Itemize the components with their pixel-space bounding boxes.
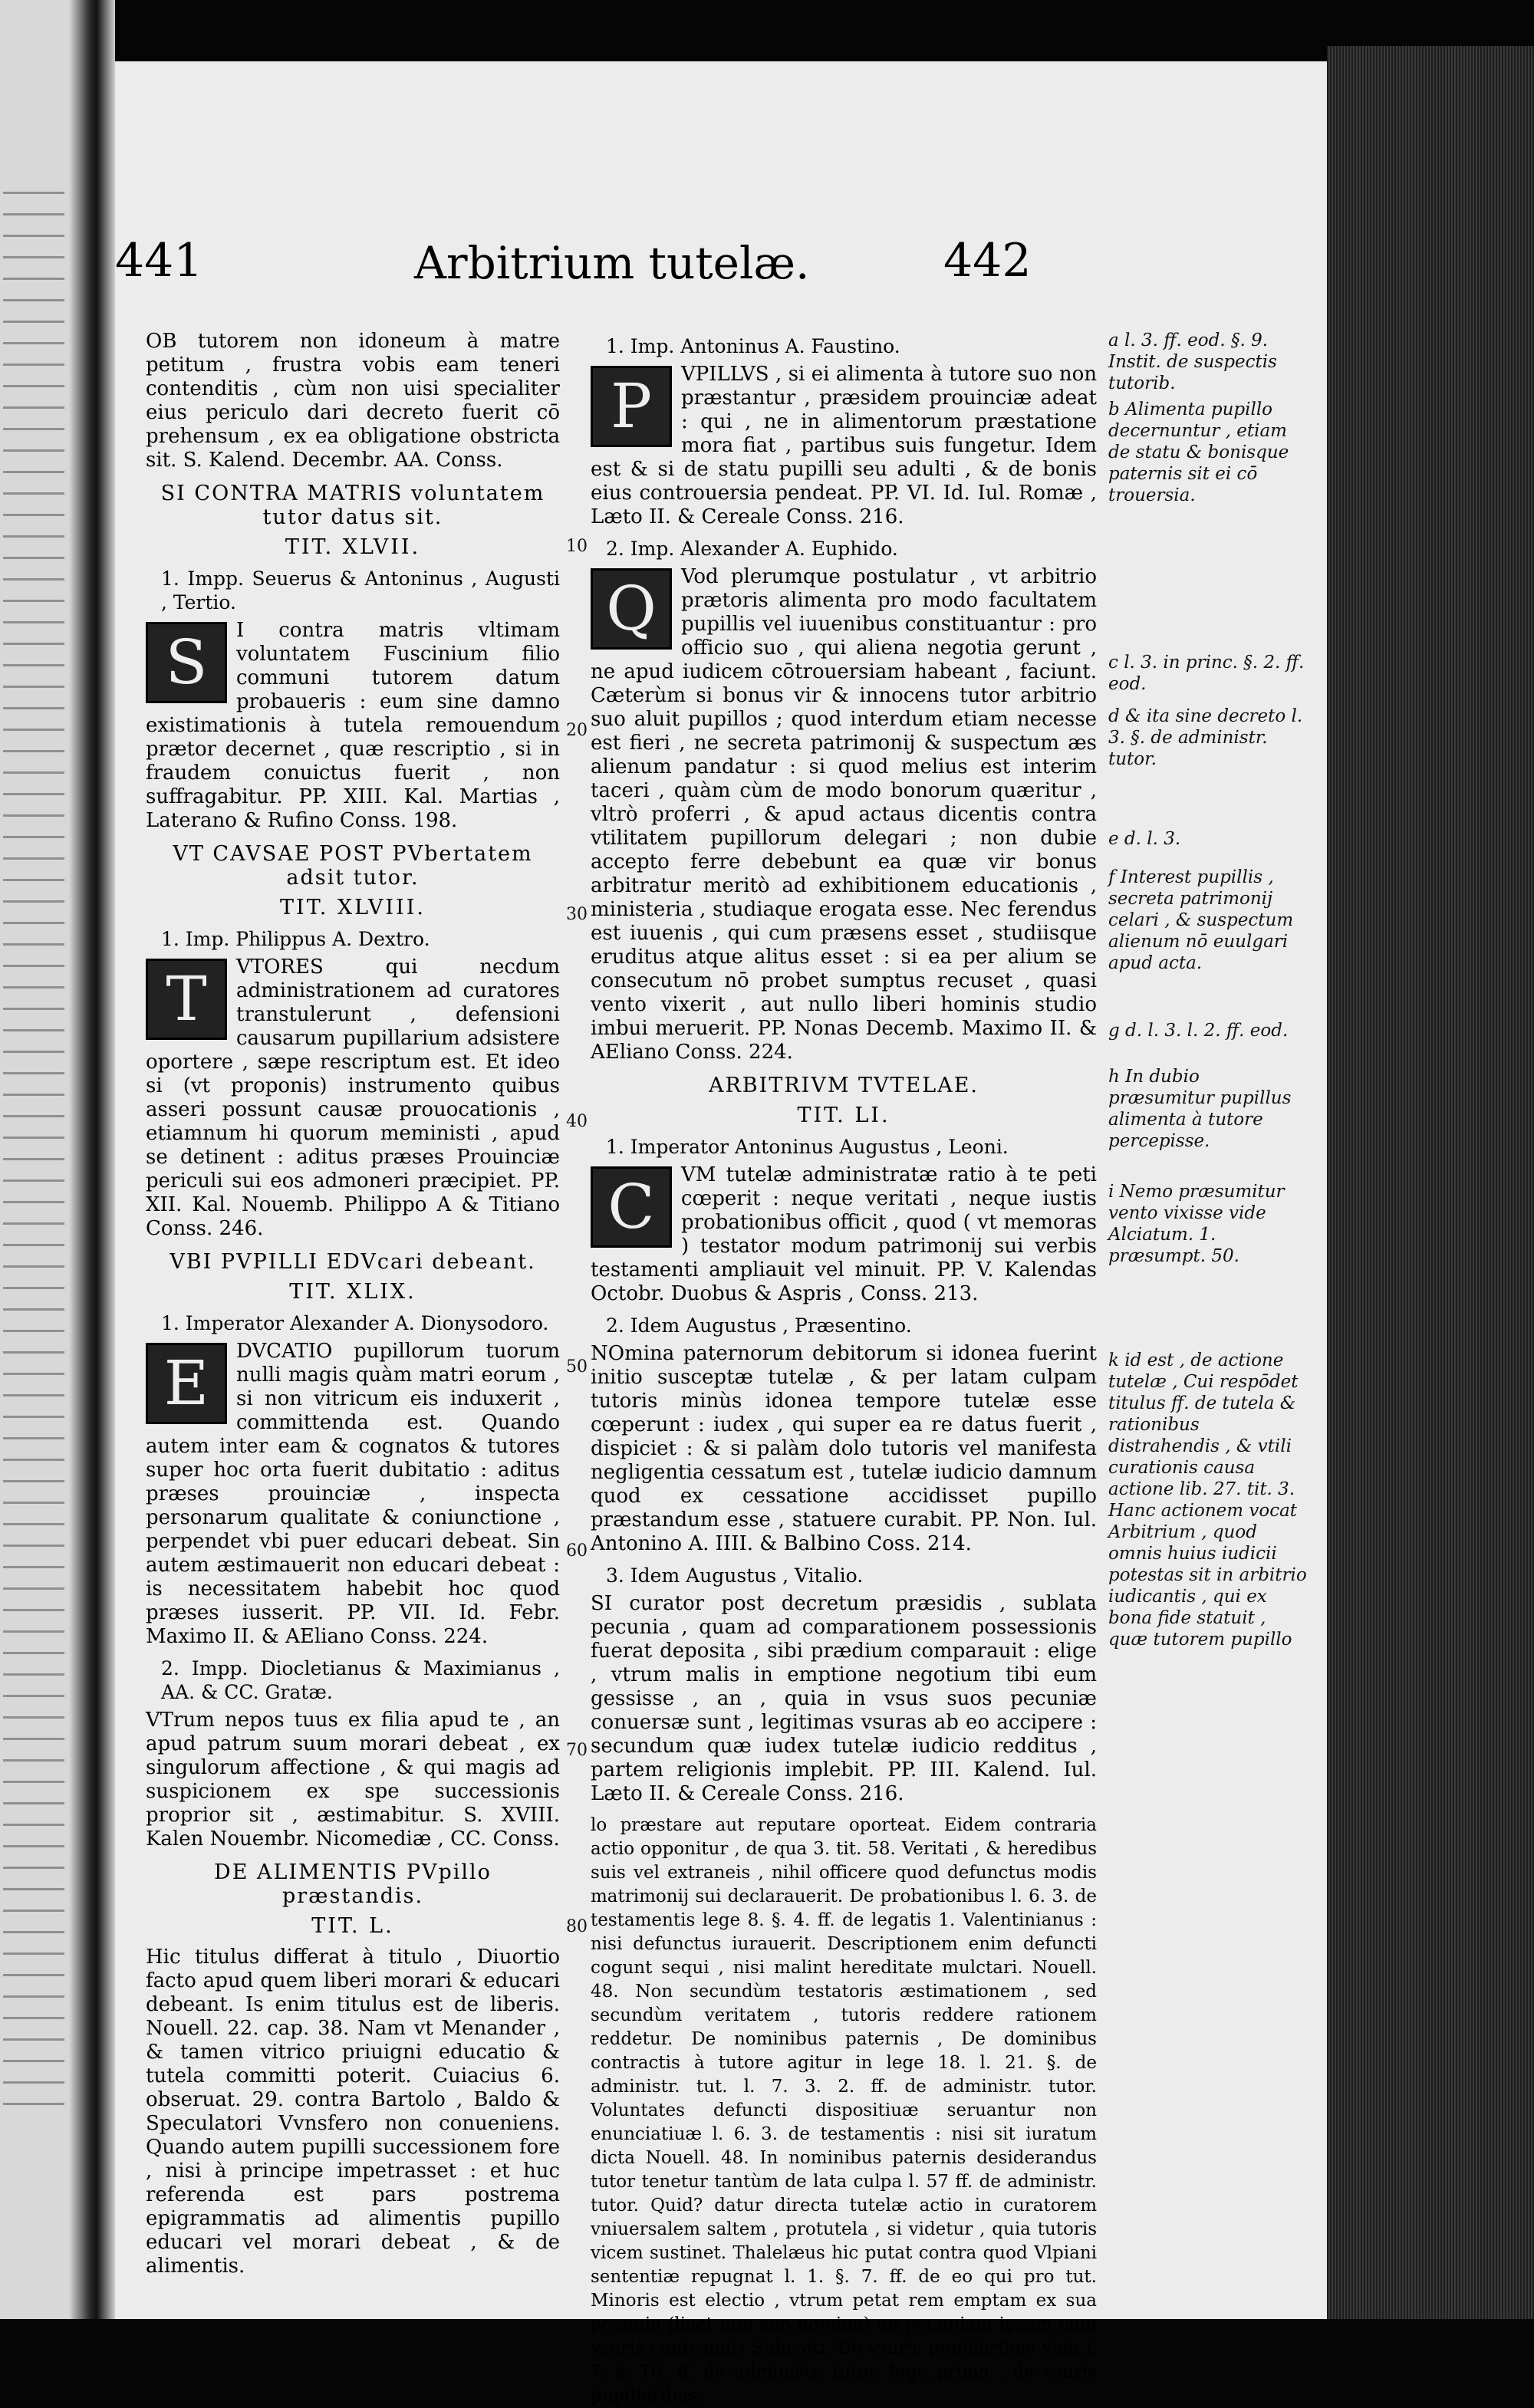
margin-note: c l. 3. in princ. §. 2. ff. eod.: [1108, 653, 1305, 694]
text: 1. Impp. Seuerus & Antoninus , Augusti , Tertio.: [161, 567, 560, 614]
margin-note: i Nemo præsumitur vento vixisse vide Alciatum. 1. præsumpt. 50.: [1108, 1182, 1285, 1266]
rescript-heading: [161, 927, 560, 951]
left-page-number: 441: [115, 234, 203, 288]
line-number: 60: [566, 1541, 588, 1561]
text: 1. Imperator Alexander A. Dionysodoro.: [161, 1312, 549, 1334]
law-paragraph: [146, 1709, 560, 1851]
law-paragraph: [146, 1946, 560, 2278]
law-paragraph: [146, 956, 560, 1241]
left-page-text: [3, 192, 64, 2109]
law-paragraph: [146, 619, 560, 833]
section-rubric: [591, 1074, 1097, 1097]
text: VPILLVS , si ei alimenta à tutore suo non præstantur , præsidem prouinciæ adeat : qui , ne in alimentorum præstatione mora fiat , partibus suis fungetur. Idem est & si de statu pupilli seu adulti , & de bonis eius controuersia pendeat. PP. VI. Id. Iul. Romæ , Læto II. & Cereale Conss. 216.: [591, 363, 1097, 528]
law-paragraph: [146, 1340, 560, 1649]
text: 3. Idem Augustus , Vitalio.: [606, 1564, 864, 1587]
book-gutter: [69, 0, 115, 2319]
text: VTrum nepos tuus ex filia apud te , an apud patrum suum morari debeat , ex singulorum affectione , & qui magis ad suspicionem ex spe successionis proprior sit , æstimabitur. S. XVIII. Kalen Nouembr. Nicomediæ , CC. Conss.: [146, 1709, 560, 1850]
drop-cap-initial: E: [146, 1343, 227, 1424]
line-number: 20: [566, 721, 588, 740]
text: TIT. LI.: [797, 1104, 890, 1127]
text: DVCATIO pupillorum tuorum nulli magis quàm matri eorum , si non vitricum eis induxerit , committenda est. Quando autem inter eam & cognatos & tutores super hoc orta fuerit dubitatio : aditus præses prouinciæ , inspecta personarum qualitate & coniunctione , perpendet vbi puer educari debeat. Sin autem æstimauerit non educari debeat : is necessitatem habebit hoc quod præses iusserit. PP. VII. Id. Febr. Maximo II. & AEliano Conss. 224.: [146, 1340, 560, 1648]
page: [115, 61, 1327, 2406]
text: TIT. L.: [311, 1914, 394, 1938]
commentary-text: [591, 1814, 1097, 2408]
title-number: [146, 1280, 560, 1304]
margin-note: h In dubio præsumitur pupillus alimenta à tutore percepisse.: [1108, 1067, 1292, 1151]
title-number: [146, 1914, 560, 1938]
rescript-heading: [606, 1135, 1097, 1159]
text: 2. Imp. Alexander A. Euphido.: [606, 538, 898, 560]
law-paragraph: [591, 1592, 1097, 1806]
margin-note: d & ita sine decreto l. 3. §. de administr. tutor.: [1108, 706, 1303, 769]
drop-cap-initial: S: [146, 622, 227, 703]
running-title: Arbitrium tutelæ.: [414, 237, 810, 289]
text: TIT. XLIX.: [289, 1280, 416, 1304]
title-number: [146, 896, 560, 919]
text: VTORES qui necdum administrationem ad curatores transtulerunt , defensioni causarum pupillarium adsistere oportere , sæpe rescriptum est. Et ideo si (vt proponis) instrumento quibus asseri possunt causæ prouocationis , etiamnum hi quorum meministi , apud se detinent : aditus præses Prouinciæ periculi sui eos admoneri præcipiet. PP. XII. Kal. Nouemb. Philippo A & Titiano Conss. 246.: [146, 956, 560, 1240]
text: 1. Imperator Antoninus Augustus , Leoni.: [606, 1136, 1009, 1158]
margin-note: f Interest pupillis , secreta patrimonij celari , & suspectum alienum nō euulgari apud acta.: [1108, 867, 1294, 973]
margin-note: k id est , de actione tutelæ , Cui respōdet titulus ff. de tutela & rationibus distrahendis , & vtili curationis causa actione lib. 27. tit. 3. Hanc actionem vocat Arbitrium , quod omnis huius iudicii potestas sit in arbitrio iudicantis , qui ex bona fide statuit , quæ tutorem pupillo: [1108, 1350, 1307, 1650]
section-rubric: [146, 482, 560, 529]
rescript-heading: [606, 1564, 1097, 1587]
title-number: [591, 1104, 1097, 1127]
text: VBI PVPILLI EDVcari debeant.: [170, 1250, 536, 1274]
text: SI curator post decretum præsidis , sublata pecunia , quam ad comparationem possessionis fuerat deposita , sibi prædium comparauit : elige , vtrum malis in emptione negotium tibi eum gessisse , an , quia in vsus suos pecuniæ conuersæ sunt , legitimas vsuras ab eo accipere : secundum quæ iudex tutelæ iudicio redditus , partem religionis implebit. PP. III. Kalend. Iul. Læto II. & Cereale Conss. 216.: [591, 1592, 1097, 1805]
section-rubric: [146, 1860, 560, 1908]
text: DE ALIMENTIS PVpillo præstandis.: [214, 1860, 492, 1908]
right-column: [591, 330, 1097, 2406]
text: OB tutorem non idoneum à matre petitum , frustra vobis eam teneri contenditis , cùm non uisi specialiter eius periculo dari decreto fuerit cō prehensum , ex ea obligatione obstricta sit. S. Kalend. Decembr. AA. Conss.: [146, 330, 560, 472]
line-number: 40: [566, 1112, 588, 1131]
left-page-edge: [0, 0, 69, 2319]
law-paragraph: [591, 363, 1097, 529]
drop-cap-initial: Q: [591, 568, 672, 650]
drop-cap-initial: T: [146, 959, 227, 1040]
text: Vod plerumque postulatur , vt arbitrio prætoris alimenta pro modo facultatem pupillis vel iuuenibus constituantur : pro officio suo , qui aliena negotia gerunt , ne apud iudicem cōtrouersiam habeant , faciunt. Cæterùm si bonus vir & innocens tutor arbitrio suo aluit pupillos ; quod interdum etiam necesse est fieri , ne secreta patrimonij & suspectum æs alienum pandatur : si quod melius est interim taceri , quàm cùm de modo bonorum quæritur , vltrò proferri , & apud actaus dicentis contra vtilitatem pupillorum delegari ; non dubie accepto ferre debebunt ea quæ vir bonus arbitratur meritò ad exhibitionem educationis , ministeria , studiaque erogata esse. Nec ferendus est iuuenis , qui cum præsens esset , studiisque eruditus atque alitus esset : si ea per alium se consecutum nō probet sumptus recuset , quasi vento vixerit , aut nullo liberi hominis studio imbui meruerit. PP. Nonas Decemb. Maximo II. & AEliano Conss. 224.: [591, 565, 1097, 1064]
section-rubric: [146, 842, 560, 890]
line-number: 10: [566, 537, 588, 556]
title-number: [146, 535, 560, 559]
text: lo præstare aut reputare oporteat. Eidem contraria actio opponitur , de qua 3. tit. 58. Veritati , & heredibus suis vel extraneis , nihil officere quod defunctus modis matrimonij sui declarauerit. De probationibus l. 6. 3. de testamentis lege 8. §. 4. ff. de legatis 1. Valentinianus : nisi defunctus iurauerit. Descriptionem enim defuncti cogunt sequi , nisi malint hereditate mulctari. Nouell. 48. Non secundùm testatoris æstimationem , sed secundùm veritatem , tutoris reddere rationem reddetur. De nominibus paternis , De dominibus contractis à tutore agitur in lege 18. l. 21. §. de administr. tut. l. 7. 3. 2. ff. de administr. tutor. Voluntates defuncti dispositiuæ seruantur non enunciatiuæ l. 6. 3. de testamentis : nisi sit iuratum dicta Nouell. 48. In nominibus paternis desiderandus tutor tenetur tantùm de lata culpa l. 57 ff. de administr. tutor. Quid? datur directa tutelæ actio in curatorem vniuersalem saltem , protutela , si videtur , quia tutoris vicem sustinet. Thalelæus hic putat contra quod Vlpiani sententiæ repugnat l. 1. §. 7. ff. de eo qui pro tut. Minoris est electio , vtrum petat rem emptam ex sua pecunia (licet non suo nomine) an pecuniam ipsam cum vsuris centesimis Saluyeti. De vsuris pupillaribus vide l. 7. §. 10. ff. de administr. tutor. lege prima , de vsuris pupillaribus.: [591, 1815, 1097, 2406]
right-page-number: 442: [943, 234, 1032, 288]
rescript-heading: [161, 567, 560, 614]
margin-note: b Alimenta pupillo decernuntur , etiam de statu & bonisque paternis sit ei cō trouersia.: [1108, 400, 1289, 505]
text: NOmina paternorum debitorum si idonea fuerint initio susceptæ tutelæ , & per latam culpam tutoris minùs idonea tempore tutelæ esse cœperunt : iudex , qui super ea re datus fuerit , dispiciet : & si palàm dolo tutoris vel manifesta negligentia cessatum est , tutelæ iudicio damnum quod ex cessatione accidisset pupillo præstandum esse , statuere curabit. PP. Non. Iul. Antonino A. IIII. & Balbino Coss. 214.: [591, 1342, 1097, 1555]
book-page-edges: [1327, 46, 1534, 2319]
text: SI CONTRA MATRIS voluntatem tutor datus sit.: [160, 482, 545, 529]
law-paragraph: [591, 565, 1097, 1064]
text: VM tutelæ administratæ ratio à te peti cœperit : neque veritati , neque iustis probationibus officit , quod ( vt memoras ) testator modum patrimonij sui verbis testamenti ampliauit vel minuit. PP. V. Kalendas Octobr. Duobus & Aspris , Conss. 213.: [591, 1163, 1097, 1305]
text: 2. Impp. Diocletianus & Maximianus , AA. & CC. Gratæ.: [161, 1657, 560, 1703]
line-number: 80: [566, 1917, 588, 1936]
rescript-heading: [161, 1311, 560, 1335]
line-number: 70: [566, 1741, 588, 1760]
law-paragraph: [591, 1163, 1097, 1306]
text: I contra matris vltimam voluntatem Fuscinium filio communi tutorem datum probaueris : eum sine damno existimationis à tutela remouendum prætor decernet , quæ rescriptio , si in fraudem conuictus fuerit , non suffragabitur. PP. XIII. Kal. Martias , Laterano & Rufino Conss. 198.: [146, 619, 560, 832]
margin-note: g d. l. 3. l. 2. ff. eod.: [1108, 1021, 1289, 1041]
rescript-heading: [606, 537, 1097, 561]
margin-notes: [1108, 330, 1315, 2285]
rescript-heading: [606, 1314, 1097, 1337]
text: Hic titulus differat à titulo , Diuortio facto apud quem liberi morari & educari debeant. Is enim titulus est de liberis. Nouell. 22. cap. 38. Nam vt Menander , & tamen vitrico priuigni educatio & tutela committi poterit. Cuiacius 6. obseruat. 29. contra Bartolo , Baldo & Speculatori Vvnsfero non conueniens. Quando autem pupilli successionem fore , nisi à principe impetrasset : et huc referenda est pars postrema epigrammatis ad alimentis pupillo educari vel morari debeat , & de alimentis.: [146, 1946, 560, 2278]
drop-cap-initial: C: [591, 1166, 672, 1248]
rescript-heading: [606, 334, 1097, 358]
text: VT CAVSAE POST PVbertatem adsit tutor.: [173, 842, 533, 890]
law-paragraph: [591, 1342, 1097, 1556]
margin-note: e d. l. 3.: [1108, 829, 1181, 849]
text: ARBITRIVM TVTELAE.: [708, 1074, 979, 1097]
running-header: [115, 234, 1327, 326]
text: TIT. XLVII.: [285, 535, 421, 559]
section-rubric: [146, 1250, 560, 1274]
drop-cap-initial: P: [591, 366, 672, 447]
line-number: 50: [566, 1357, 588, 1377]
text: 2. Idem Augustus , Præsentino.: [606, 1314, 912, 1337]
text: 1. Imp. Philippus A. Dextro.: [161, 928, 430, 950]
margin-note: a l. 3. ff. eod. §. 9. Instit. de suspectis tutorib.: [1108, 331, 1277, 393]
law-paragraph: [146, 330, 560, 472]
left-column: [146, 330, 560, 2285]
text: TIT. XLVIII.: [280, 896, 426, 919]
rescript-heading: [161, 1656, 560, 1704]
line-number: 30: [566, 905, 588, 924]
text: 1. Imp. Antoninus A. Faustino.: [606, 335, 900, 357]
